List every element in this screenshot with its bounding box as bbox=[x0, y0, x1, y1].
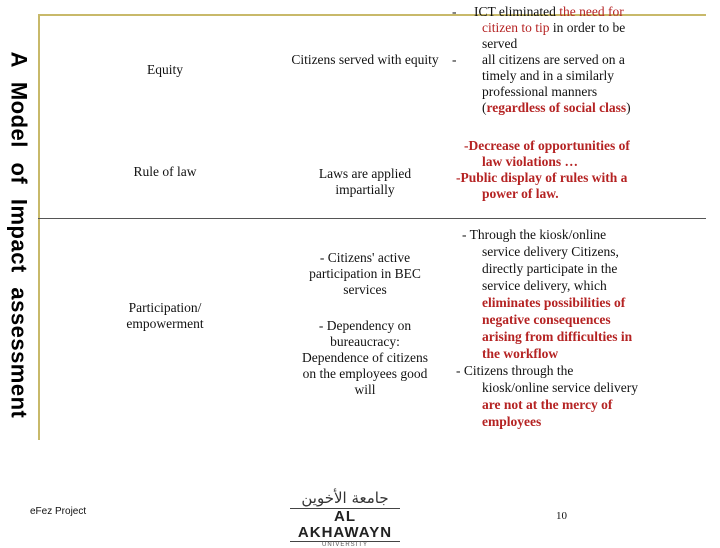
dimension-line: empowerment bbox=[126, 316, 204, 331]
text: in order to be bbox=[549, 20, 626, 35]
outcome-line: - Dependency on bbox=[318, 318, 412, 333]
impact-line: power of law. bbox=[482, 186, 559, 201]
logo-english-text: AL AKHAWAYN bbox=[290, 508, 400, 542]
logo-sub-text: UNIVERSITY bbox=[321, 542, 368, 548]
impact-line: -Decrease of opportunities of bbox=[464, 138, 630, 153]
page-number: 10 bbox=[556, 510, 567, 522]
university-logo bbox=[290, 489, 400, 548]
impact-equity-line: served bbox=[482, 36, 518, 51]
impact-line: -Public display of rules with a bbox=[456, 170, 628, 185]
impact-line: are not at the mercy of bbox=[482, 397, 613, 412]
dimension-line: Participation/ bbox=[128, 300, 202, 315]
highlight: citizen to tip bbox=[482, 20, 550, 35]
impact-equity-line bbox=[452, 4, 706, 20]
impact-rule-of-law bbox=[452, 138, 706, 202]
text: ICT eliminated bbox=[474, 4, 560, 19]
impact-equity-line bbox=[452, 100, 706, 116]
side-title-text: A Model of Impact assessment bbox=[6, 51, 31, 419]
highlight: regardless of social class bbox=[486, 100, 627, 115]
dimension-equity: Equity bbox=[147, 62, 183, 77]
outcome-line: services bbox=[343, 282, 387, 297]
outcome-rule-of-law bbox=[250, 166, 480, 198]
outcome-line: participation in BEC bbox=[309, 266, 421, 281]
logo-arabic-text: جامعة الأخوين bbox=[301, 489, 389, 507]
impact-equity-line: timely and in a similarly bbox=[482, 68, 614, 83]
outcome-line: on the employees good bbox=[302, 366, 428, 381]
impact-equity-line bbox=[452, 52, 706, 68]
dash: - bbox=[452, 52, 457, 67]
text: all citizens are served on a bbox=[482, 52, 625, 67]
outcome-line: impartially bbox=[335, 182, 395, 197]
impact-line: negative consequences bbox=[482, 312, 611, 327]
outcome-dependency bbox=[250, 318, 480, 398]
impact-line: arising from difficulties in bbox=[482, 329, 633, 344]
impact-line: - Through the kiosk/online bbox=[462, 227, 607, 242]
outcome-line: Dependence of citizens bbox=[302, 350, 428, 365]
impact-equity-line: professional manners bbox=[482, 84, 598, 99]
impact-table bbox=[40, 4, 706, 440]
text: ) bbox=[626, 100, 631, 115]
impact-line: employees bbox=[482, 414, 542, 429]
impact-line: - Citizens through the bbox=[456, 363, 574, 378]
outcome-line: bureaucracy: bbox=[330, 334, 400, 349]
dimension-participation bbox=[90, 300, 240, 332]
text: ( bbox=[482, 100, 487, 115]
impact-line: kiosk/online service delivery bbox=[482, 380, 638, 395]
impact-line: the workflow bbox=[482, 346, 559, 361]
impact-equity-line bbox=[452, 20, 706, 36]
side-title bbox=[0, 14, 36, 456]
impact-participation bbox=[452, 226, 706, 430]
outcome-line: - Citizens' active bbox=[319, 250, 411, 265]
dash: - bbox=[452, 4, 457, 19]
impact-equity bbox=[452, 4, 706, 116]
impact-line: service delivery Citizens, bbox=[482, 244, 619, 259]
impact-line: law violations … bbox=[482, 154, 579, 169]
impact-line: service delivery, which bbox=[482, 278, 607, 293]
dimension-rule-of-law: Rule of law bbox=[133, 164, 197, 179]
impact-line: eliminates possibilities of bbox=[482, 295, 626, 310]
outcome-participation bbox=[250, 250, 480, 298]
outcome-equity: Citizens served with equity bbox=[291, 52, 439, 67]
highlight: the need for bbox=[559, 4, 624, 19]
outcome-line: Laws are applied bbox=[318, 166, 412, 181]
outcome-line: will bbox=[354, 382, 376, 397]
impact-line: directly participate in the bbox=[482, 261, 618, 276]
footer-project-label: eFez Project bbox=[30, 506, 87, 517]
